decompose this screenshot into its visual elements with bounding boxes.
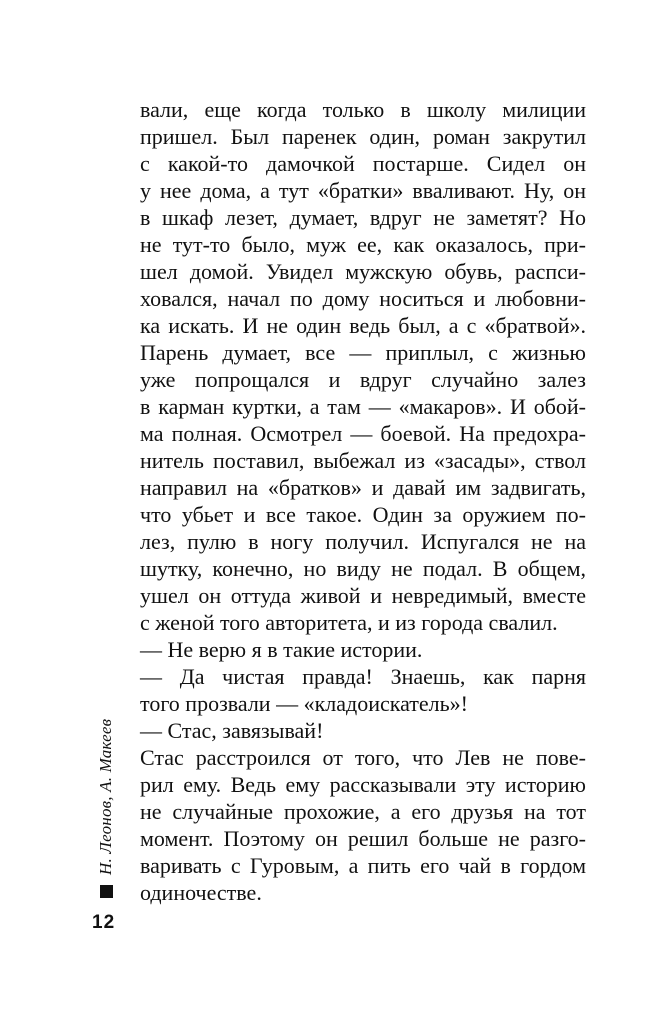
text-line: с женой того авторитета, и из города свалил. [140,610,558,635]
dialogue-line: — Стас, завязывай! [140,718,324,743]
text-line: ушел он оттуда живой и невредимый, вместе [140,583,586,608]
running-head [96,719,116,898]
text-line: нитель поставил, выбежал из «засады», ствол [140,448,586,473]
dialogue-line: — Да чистая правда! Знаешь, как парня [140,664,586,689]
running-head-authors: Н. Леонов, А. Макеев [96,718,115,875]
text-line: с какой-то дамочкой постарше. Сидел он [140,151,586,176]
text-line: лез, пулю в ногу получил. Испугался не на [140,529,586,554]
text-line: в шкаф лезет, думает, вдруг не заметят? Но [140,205,586,230]
text-line: варивать с Гуровым, а пить его чай в гордом [140,853,586,878]
text-line: направил на «братков» и давай им задвигать, [140,475,586,500]
text-line: не тут-то было, муж ее, как оказалось, при- [140,232,586,257]
text-line: пришел. Был паренек один, роман закрутил [140,124,586,149]
text-line: вали, еще когда только в школу милиции [140,97,586,122]
text-line: не случайные прохожие, а его друзья на тот [140,799,586,824]
text-line: в карман куртки, а там — «макаров». И обой- [140,394,586,419]
text-line: шел домой. Увидел мужскую обувь, распси- [140,259,586,284]
text-line: Парень думает, все — приплыл, с жизнью [140,340,586,365]
body-text [140,96,586,906]
text-line: Стас расстроился от того, что Лев не пове- [140,745,586,770]
text-line: что убьет и все такое. Один за оружием по- [140,502,586,527]
text-line: шутку, конечно, но виду не подал. В общем, [140,556,586,581]
page-number: 12 [92,912,116,933]
dialogue-line: того прозвали — «кладоискатель»! [140,691,469,716]
text-line: у нее дома, а тут «братки» вваливают. Ну, он [140,178,586,203]
text-line: уже попрощался и вдруг случайно залез [140,367,586,392]
text-line: момент. Поэтому он решил больше не разго- [140,826,586,851]
text-line: рил ему. Ведь ему рассказывали эту историю [140,772,586,797]
square-marker-icon [100,885,113,898]
text-line: одиночестве. [140,880,262,905]
text-line: ховался, начал по дому носиться и любовни- [140,286,586,311]
dialogue-line: — Не верю я в такие истории. [140,637,423,662]
text-line: ка искать. И не один ведь был, а с «братвой». [140,313,586,338]
text-line: ма полная. Осмотрел — боевой. На предохра- [140,421,586,446]
